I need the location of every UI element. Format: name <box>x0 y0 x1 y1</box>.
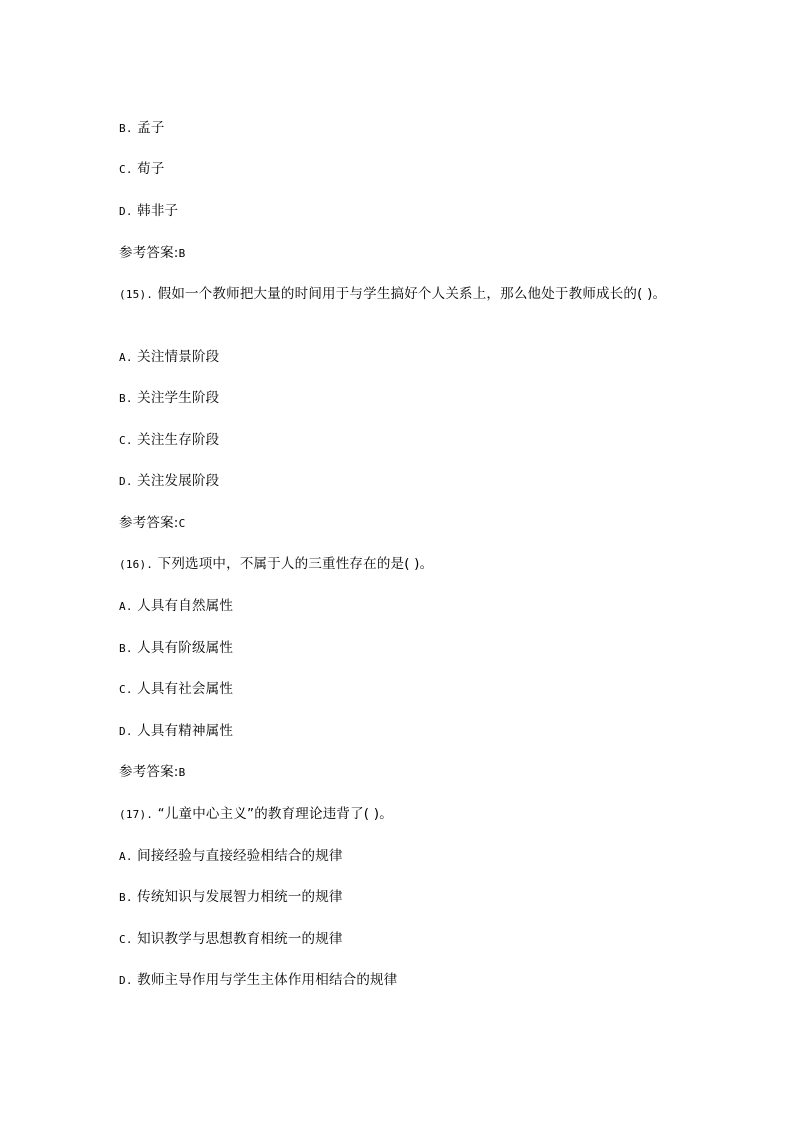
q16-stem <box>119 555 433 574</box>
answer-label: 参考答案: <box>119 515 179 531</box>
option-text: 孟子 <box>137 120 165 136</box>
question-text: 假如一个教师把大量的时间用于与学生搞好个人关系上，那么他处于教师成长的( )。 <box>157 286 667 302</box>
q15-option-a <box>119 348 219 367</box>
option-letter: A. <box>119 600 133 613</box>
q14-answer <box>119 244 185 263</box>
option-text: 人具有自然属性 <box>137 598 234 614</box>
option-text: 间接经验与直接经验相结合的规律 <box>137 848 343 864</box>
question-number: (15). <box>119 288 154 301</box>
q14-option-b <box>119 119 165 138</box>
answer-label: 参考答案: <box>119 245 179 261</box>
option-letter: D. <box>119 205 133 218</box>
option-letter: B. <box>119 122 133 135</box>
answer-value: B <box>178 247 186 260</box>
option-letter: D. <box>119 974 133 987</box>
q14-option-d <box>119 202 178 221</box>
q17-option-c <box>119 930 343 949</box>
question-number: (17). <box>119 808 154 821</box>
option-text: 关注发展阶段 <box>137 473 220 489</box>
q16-option-d <box>119 722 233 741</box>
option-text: 人具有社会属性 <box>137 681 234 697</box>
q14-option-c <box>119 160 165 179</box>
option-text: 关注学生阶段 <box>137 390 220 406</box>
q17-option-d <box>119 971 397 990</box>
q17-option-a <box>119 847 343 866</box>
option-letter: B. <box>119 392 133 405</box>
q16-option-a <box>119 597 233 616</box>
q16-option-c <box>119 680 233 699</box>
option-text: 人具有阶级属性 <box>137 640 234 656</box>
option-letter: C. <box>119 933 133 946</box>
option-text: 教师主导作用与学生主体作用相结合的规律 <box>137 972 398 988</box>
option-letter: A. <box>119 351 133 364</box>
answer-value: B <box>178 766 186 779</box>
question-text: 下列选项中，不属于人的三重性存在的是( )。 <box>157 556 434 572</box>
option-letter: B. <box>119 642 133 655</box>
option-text: 人具有精神属性 <box>137 723 234 739</box>
option-letter: D. <box>119 725 133 738</box>
option-letter: A. <box>119 850 133 863</box>
option-letter: B. <box>119 891 133 904</box>
option-text: 关注情景阶段 <box>137 349 220 365</box>
option-letter: D. <box>119 475 133 488</box>
q17-stem <box>119 805 393 824</box>
q16-option-b <box>119 639 233 658</box>
option-text: 关注生存阶段 <box>137 432 220 448</box>
option-text: 韩非子 <box>137 203 179 219</box>
q15-option-d <box>119 472 219 491</box>
question-number: (16). <box>119 558 154 571</box>
option-letter: C. <box>119 683 133 696</box>
option-text: 荀子 <box>137 161 165 177</box>
option-text: 传统知识与发展智力相统一的规律 <box>137 889 343 905</box>
option-letter: C. <box>119 163 133 176</box>
answer-label: 参考答案: <box>119 764 179 780</box>
q16-answer <box>119 763 185 782</box>
option-letter: C. <box>119 434 133 447</box>
q17-option-b <box>119 888 343 907</box>
q15-answer <box>119 514 185 533</box>
answer-value: C <box>178 517 186 530</box>
question-text: “儿童中心主义”的教育理论违背了( )。 <box>157 806 393 822</box>
q15-option-b <box>119 389 219 408</box>
q15-stem <box>119 285 666 304</box>
q15-option-c <box>119 431 219 450</box>
option-text: 知识教学与思想教育相统一的规律 <box>137 931 343 947</box>
